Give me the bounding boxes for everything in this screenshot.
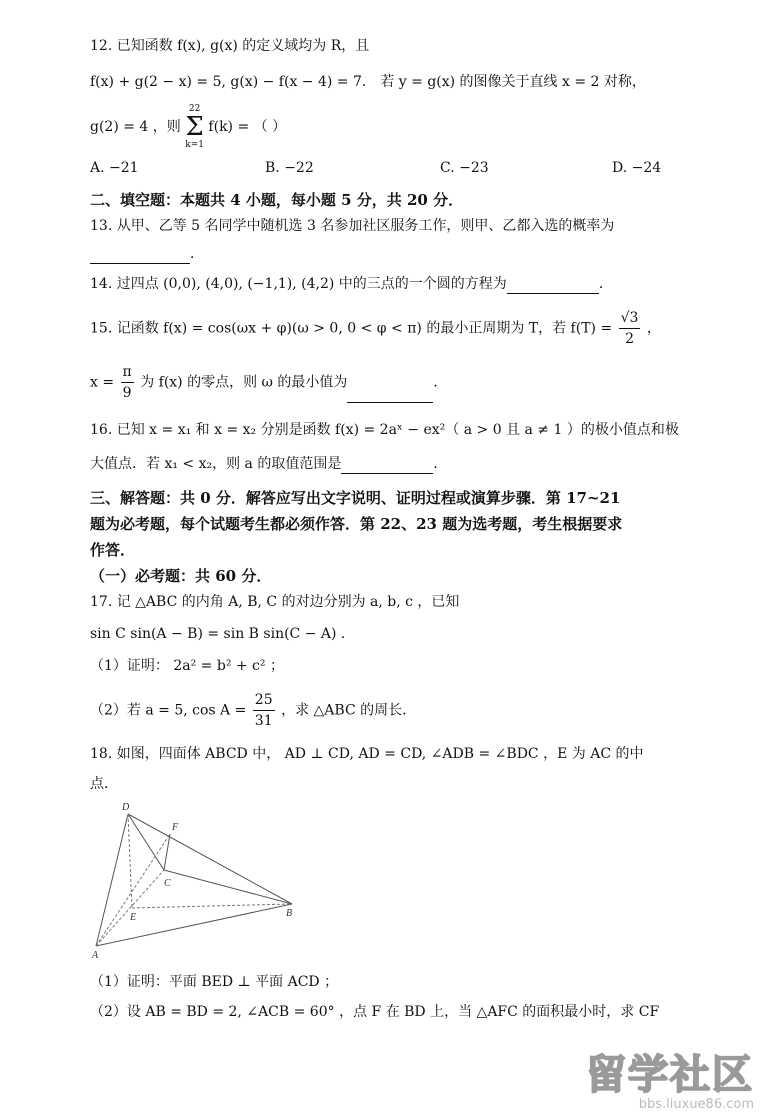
q17-frac-num: 25 bbox=[253, 690, 275, 711]
q15-line1 bbox=[90, 308, 661, 349]
sigma-icon: Σ bbox=[185, 112, 204, 142]
tetrahedron-figure bbox=[88, 798, 308, 963]
q18-part2: （2）设 AB = BD = 2, ∠ACB = 60° ，点 F 在 BD 上，当 △AFC 的面积最小时，求 CF bbox=[90, 1004, 660, 1020]
q16-answer-blank[interactable] bbox=[341, 459, 433, 474]
q17-fraction bbox=[253, 690, 275, 731]
label-C: C bbox=[164, 878, 171, 889]
section2-title: 二、填空题：本题共 4 小题，每小题 5 分，共 20 分． bbox=[90, 191, 464, 209]
q13-end: ． bbox=[190, 246, 204, 262]
q16-line2 bbox=[90, 454, 447, 474]
q12-option-c: C. −23 bbox=[440, 160, 489, 176]
q15-line2-end: ． bbox=[433, 374, 448, 391]
q12-option-d: D. −24 bbox=[612, 160, 662, 176]
watermark-url: bbs.liuxue86.com bbox=[638, 1097, 754, 1112]
sum-top: 22 bbox=[188, 104, 201, 114]
edge-FC bbox=[164, 834, 170, 870]
q15-line1-end: ， bbox=[646, 320, 661, 337]
q17-part1: （1）证明： 2a² = b² + c² ； bbox=[90, 658, 284, 674]
watermark bbox=[586, 1053, 754, 1112]
q12-line2: f(x) + g(2 − x) = 5, g(x) − f(x − 4) = 7． 若 y = g(x) 的图像关于直线 x = 2 对称， bbox=[90, 74, 646, 90]
section3-line3: 作答． bbox=[90, 541, 136, 559]
q15-line2-a: x = bbox=[90, 374, 115, 391]
section3-sub: （一）必考题：共 60 分． bbox=[90, 567, 272, 585]
sum-bottom: k=1 bbox=[185, 140, 204, 150]
q17-part2 bbox=[90, 690, 416, 731]
q15-frac1-den: 2 bbox=[625, 331, 635, 347]
q15-answer-blank[interactable] bbox=[347, 388, 433, 403]
q12-line1: 12. 已知函数 f(x), g(x) 的定义域均为 R，且 bbox=[90, 38, 370, 54]
q15-line2 bbox=[90, 362, 447, 403]
q16-line2-text: 大值点．若 x₁ < x₂，则 a 的取值范围是 bbox=[90, 456, 342, 472]
label-A: A bbox=[92, 950, 99, 961]
q12-line3-a: g(2) = 4 ，则 bbox=[90, 119, 181, 135]
q15-frac1-num: √3 bbox=[619, 308, 641, 329]
q15-line1-a: 15. 记函数 f(x) = cos(ωx + φ)(ω > 0, 0 < φ < π) 的最小正周期为 T，若 f(T) = bbox=[90, 320, 613, 337]
edge-AB bbox=[96, 904, 292, 946]
q17-frac-den: 31 bbox=[254, 713, 273, 729]
q18-line2: 点． bbox=[90, 776, 118, 792]
q16-line2-end: ． bbox=[433, 456, 448, 472]
q16-line1: 16. 已知 x = x₁ 和 x = x₂ 分别是函数 f(x) = 2aˣ − ex²（ a > 0 且 a ≠ 1 ）的极小值点和极 bbox=[90, 422, 679, 438]
label-E: E bbox=[130, 912, 137, 923]
edge-EB bbox=[132, 904, 292, 908]
section3-line1: 三、解答题：共 0 分．解答应写出文字说明、证明过程或演算步骤．第 17~21 bbox=[90, 489, 621, 507]
q13-answer-blank[interactable] bbox=[90, 249, 190, 264]
watermark-brand: 留学社区 bbox=[586, 1052, 754, 1098]
q14-text: 14. 过四点 (0,0), (4,0), (−1,1), (4,2) 中的三点的一个圆的方程为 bbox=[90, 276, 507, 292]
q13-line1: 13. 从甲、乙等 5 名同学中随机选 3 名参加社区服务工作，则甲、乙都入选的概率为 bbox=[90, 218, 615, 234]
q18-part1: （1）证明：平面 BED ⊥ 平面 ACD ； bbox=[90, 974, 339, 990]
q14-line bbox=[90, 274, 613, 294]
edge-AC bbox=[96, 870, 164, 946]
edge-DC bbox=[128, 814, 164, 870]
edge-DB bbox=[128, 814, 292, 904]
q14-end: ． bbox=[598, 276, 613, 292]
edge-CB bbox=[164, 870, 292, 904]
q15-fraction-1 bbox=[619, 308, 641, 349]
q17-line1: 17. 记 △ABC 的内角 A, B, C 的对边分别为 a, b, c ，已知 bbox=[90, 594, 460, 610]
q17-part2-b: ，求 △ABC 的周长． bbox=[281, 702, 417, 719]
edge-AF bbox=[96, 834, 170, 946]
label-B: B bbox=[286, 908, 293, 919]
q12-option-b: B. −22 bbox=[265, 160, 314, 176]
q15-frac2-num: π bbox=[121, 362, 134, 383]
q12-option-a: A. −21 bbox=[90, 160, 139, 176]
q15-fraction-2 bbox=[121, 362, 134, 403]
label-D: D bbox=[122, 802, 130, 813]
q17-line2: sin C sin(A − B) = sin B sin(C − A) ． bbox=[90, 626, 355, 642]
q13-line2 bbox=[90, 244, 204, 264]
q14-answer-blank[interactable] bbox=[507, 279, 599, 294]
q15-frac2-den: 9 bbox=[122, 385, 132, 401]
q12-line3-b: f(k) = （ ） bbox=[208, 119, 287, 135]
q17-part2-a: （2）若 a = 5, cos A = bbox=[90, 702, 247, 719]
section3-line2: 题为必考题，每个试题考生都必须作答．第 22、23 题为选考题，考生根据要求 bbox=[90, 515, 623, 533]
edge-DA bbox=[96, 814, 128, 946]
q12-line3 bbox=[90, 104, 286, 150]
label-F: F bbox=[172, 822, 179, 833]
q15-line2-b: 为 f(x) 的零点，则 ω 的最小值为 bbox=[140, 374, 348, 391]
summation bbox=[185, 104, 204, 150]
q18-line1: 18. 如图，四面体 ABCD 中， AD ⊥ CD, AD = CD, ∠ADB = ∠BDC ，E 为 AC 的中 bbox=[90, 746, 644, 762]
